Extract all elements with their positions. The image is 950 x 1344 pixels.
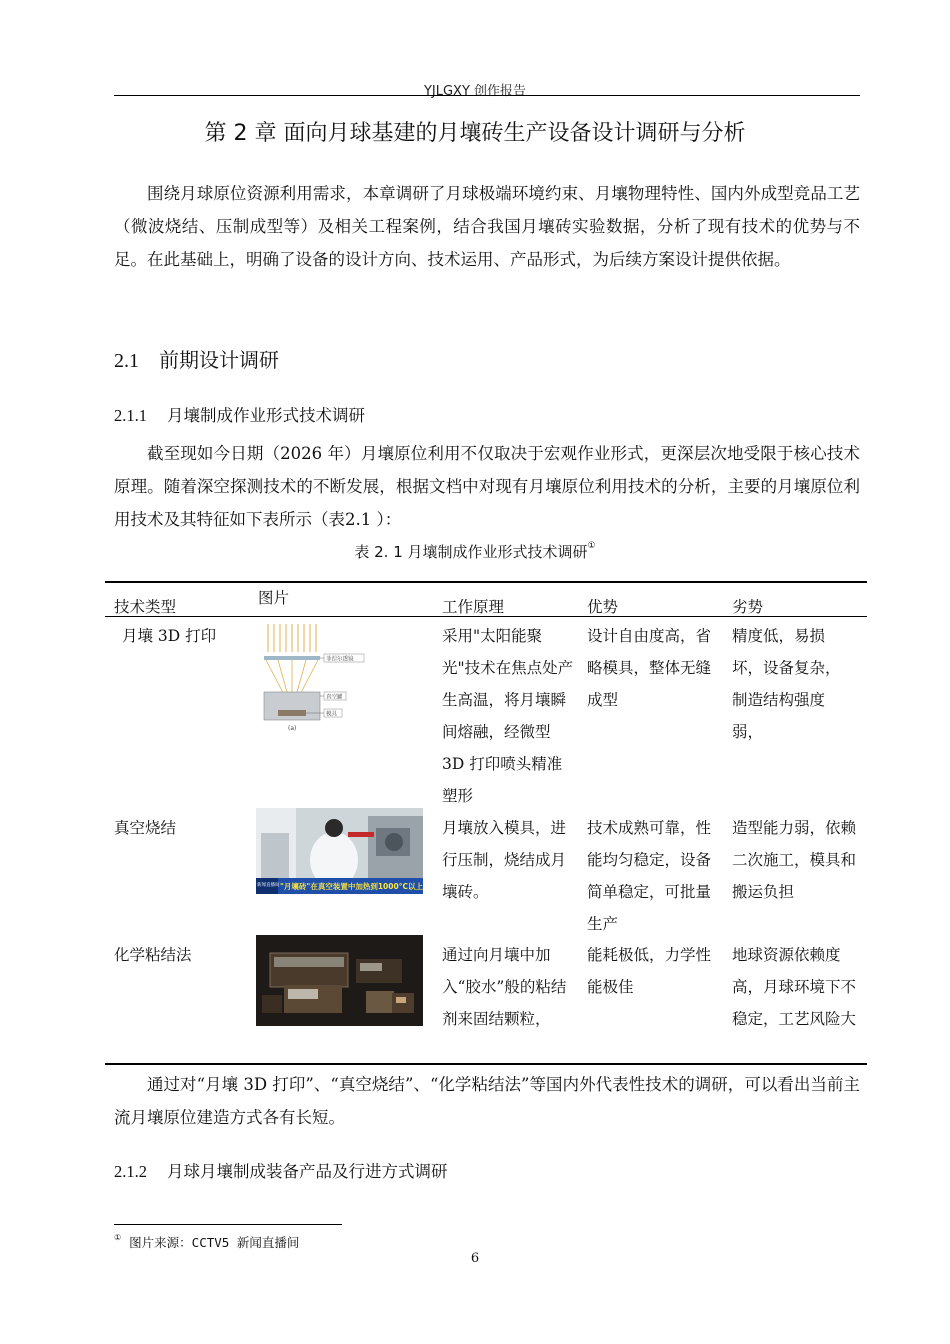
vacuum-sintering-photo — [256, 808, 423, 894]
intro-paragraph: 围绕月球原位资源利用需求，本章调研了月球极端环境约束、月壤物理特性、国内外成型竞品工艺（微波烧结、压制成型等）及相关工程案例，结合我国月壤砖实验数据，分析了现有技术的优势与不足。在此基础上，明确了设备的设计方向、技术运用、产品形式，为后续方案设计提供依据。 — [114, 184, 860, 269]
table-cell-principle: 月壤放入模具，进行压制，烧结成月壤砖。 — [442, 819, 567, 901]
body-paragraph: 截至现如今日期（2026 年）月壤原位利用不仅取决于宏观作业形式，更深层次地受限于核心技术原理。随着深空探测技术的不断发展，根据文档中对现有月壤原位利用技术的分析，主要的月壤原位利用技术及其特征如下表所示（表2.1 ）： — [114, 444, 860, 529]
diagram-subfigure-label: (a) — [288, 725, 297, 732]
footnote-marker: ① — [587, 541, 596, 551]
table-cell-disadvantage: 造型能力弱，依赖二次施工，模具和搬运负担 — [732, 819, 857, 901]
solar-3d-print-diagram — [258, 622, 368, 734]
footnote-marker: ① — [114, 1233, 122, 1242]
table-cell-principle: 采用"太阳能聚光"技术在焦点处产生高温，将月壤瞬间熔融，经微型 3D 打印喷头精准塑形 — [442, 627, 574, 805]
diagram-label-lens: 菲涅尔透镜 — [326, 656, 354, 663]
table-bottom-rule — [105, 1063, 867, 1065]
photo-caption-banner: "月壤砖"在真空装置中加热到1000°C以上 — [280, 882, 423, 891]
column-header-advantage: 优势 — [587, 598, 619, 616]
diagram-label-vacuum: 真空罐 — [326, 694, 343, 701]
section-title: 月壤制成作业形式技术调研 — [167, 406, 365, 425]
section-heading-2-1-2 — [114, 1158, 448, 1182]
footnote-rule — [114, 1224, 342, 1225]
table-cell-type: 月壤 3D 打印 — [122, 627, 217, 645]
table-cell-type: 化学粘结法 — [114, 946, 192, 964]
column-header-type: 技术类型 — [114, 598, 177, 616]
table-cell-type: 真空烧结 — [114, 819, 177, 837]
footnote-text: 图片来源：CCTV5 新闻直播间 — [129, 1235, 300, 1250]
chapter-title: 第 2 章 面向月球基建的月壤砖生产设备设计调研与分析 — [204, 121, 746, 146]
running-header: YJLGXY 创作报告 — [423, 84, 527, 99]
table-cell-advantage: 技术成熟可靠，性能均匀稳定，设备简单稳定，可批量生产 — [587, 819, 712, 933]
table-cell-disadvantage: 地球资源依赖度高，月球环境下不稳定，工艺风险大 — [732, 946, 857, 1028]
body-paragraph: 通过对“月壤 3D 打印”、“真空烧结”、“化学粘结法”等国内外代表性技术的调研，可以看出当前主流月壤原位建造方式各有长短。 — [114, 1075, 860, 1127]
table-cell-advantage: 设计自由度高，省略模具，整体无缝成型 — [587, 627, 712, 709]
column-header-principle: 工作原理 — [442, 598, 505, 616]
section-number: 2.1.1 — [114, 406, 147, 425]
photo-svg — [256, 935, 423, 1026]
diagram-label-mold: 模具 — [326, 711, 338, 718]
diagram-svg — [258, 622, 368, 734]
photo-channel-tag: 新闻直播间 — [257, 883, 280, 888]
section-heading-2-1 — [114, 344, 279, 373]
column-header-image: 图片 — [258, 589, 290, 607]
table-caption — [0, 541, 950, 562]
table-caption-text: 表 2. 1 月壤制成作业形式技术调研 — [354, 543, 588, 561]
page-number: 6 — [470, 1251, 480, 1266]
section-heading-2-1-1 — [114, 402, 365, 426]
chemical-binding-photo — [256, 935, 423, 1026]
section-title: 前期设计调研 — [159, 348, 279, 372]
section-number: 2.1.2 — [114, 1162, 147, 1181]
table-cell-advantage: 能耗极低，力学性能极佳 — [587, 946, 712, 996]
header-rule — [114, 95, 860, 96]
table-top-rule — [105, 581, 867, 583]
column-header-disadvantage: 劣势 — [732, 598, 764, 616]
table-cell-disadvantage: 精度低，易损坏，设备复杂，制造结构强度弱， — [732, 627, 841, 741]
table-cell-principle: 通过向月壤中加入“胶水”般的粘结剂来固结颗粒， — [442, 946, 567, 1028]
footnote — [114, 1233, 299, 1251]
section-number: 2.1 — [114, 350, 139, 372]
section-title: 月球月壤制成装备产品及行进方式调研 — [167, 1162, 448, 1181]
